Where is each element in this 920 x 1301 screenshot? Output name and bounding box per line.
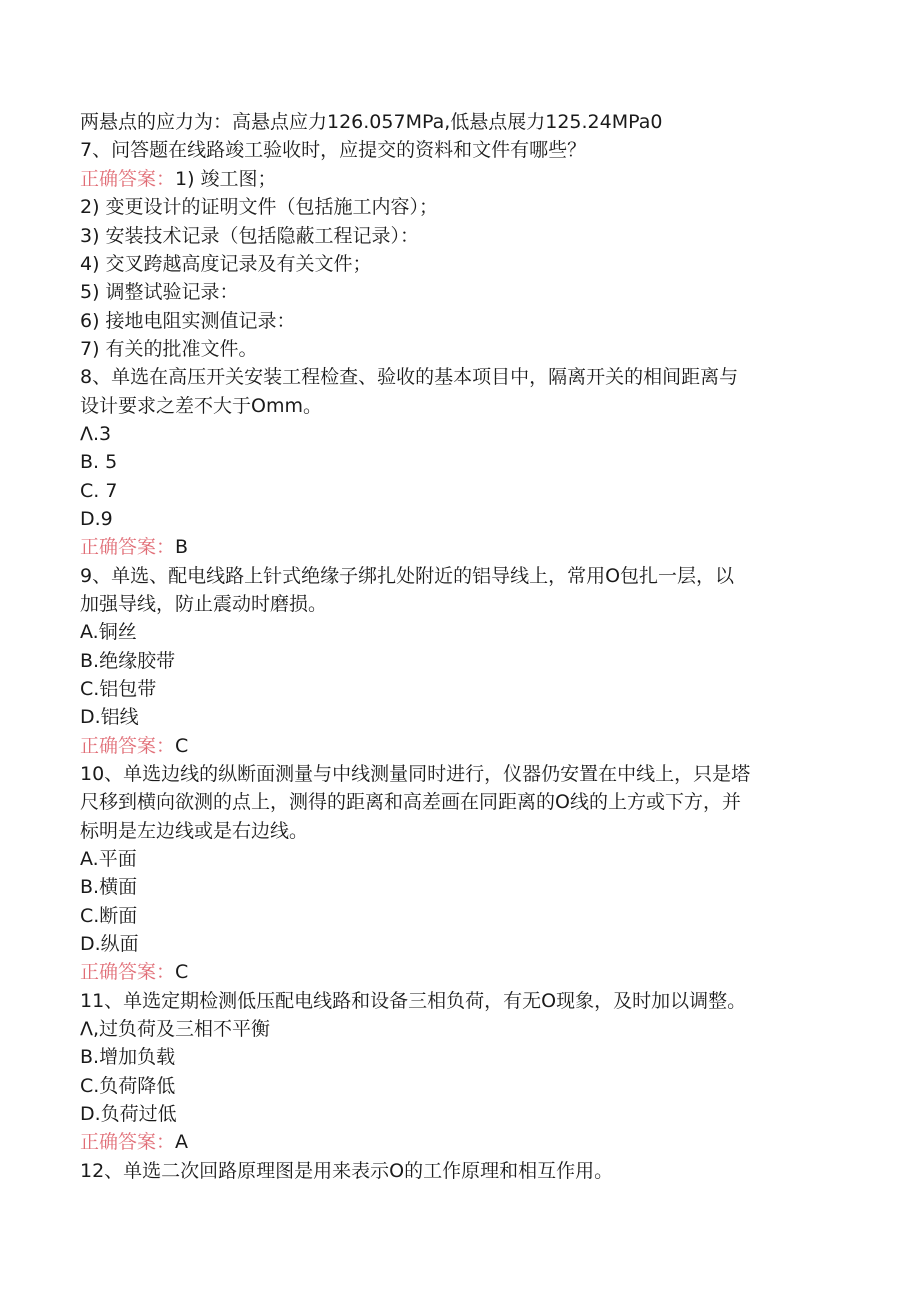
text-line: 2) 变更设计的证明文件（包括施工内容）；	[80, 196, 439, 218]
answer-line: 正确答案：B	[80, 536, 189, 558]
text-line: 标明是左边线或是右边线。	[80, 820, 309, 842]
option-a: Λ.3	[80, 423, 112, 445]
answer-label: 正确答案：	[80, 735, 176, 757]
option-d: D.负荷过低	[80, 1103, 177, 1125]
option-c: C.断面	[80, 905, 138, 927]
option-a: A.铜丝	[80, 621, 137, 643]
option-c: C.铝包带	[80, 678, 157, 700]
answer-line: 正确答案：C	[80, 735, 189, 757]
option-b: B.增加负载	[80, 1046, 176, 1068]
text-line: 7) 有关的批准文件。	[80, 338, 258, 360]
text-line: 加强导线，防止震动时磨损。	[80, 593, 328, 615]
option-d: D.9	[80, 508, 113, 530]
text-line: 5) 调整试验记录：	[80, 281, 239, 303]
text-line: 设计要求之差不大于Omm。	[80, 395, 322, 417]
answer-line: 正确答案：1) 竣工图；	[80, 168, 277, 190]
answer-label: 正确答案：	[80, 961, 176, 983]
question-10: 10、单选边线的纵断面测量与中线测量同时进行，仪器仍安置在中线上，只是塔	[80, 763, 751, 785]
text-line: 尺移到横向欲测的点上，测得的距离和高差画在同距离的O线的上方或下方，并	[80, 791, 741, 813]
option-b: B. 5	[80, 451, 118, 473]
answer-label: 正确答案：	[80, 168, 176, 190]
question-9: 9、单选、配电线路上针式绝缘子绑扎处附近的铝导线上，常用O包扎一层，以	[80, 565, 735, 587]
option-a: Λ,过负荷及三相不平衡	[80, 1018, 271, 1040]
text-line: 6) 接地电阻实测值记录：	[80, 310, 296, 332]
option-b: B.绝缘胶带	[80, 650, 176, 672]
option-c: C.负荷降低	[80, 1075, 176, 1097]
option-c: C. 7	[80, 480, 118, 502]
option-d: D.铝线	[80, 706, 139, 728]
option-d: D.纵面	[80, 933, 139, 955]
question-12: 12、单选二次回路原理图是用来表示O的工作原理和相互作用。	[80, 1160, 614, 1182]
text-line: 3) 安装技术记录（包括隐蔽工程记录）：	[80, 225, 420, 247]
answer-label: 正确答案：	[80, 536, 176, 558]
answer-line: 正确答案：C	[80, 961, 189, 983]
text-line: 4) 交叉跨越高度记录及有关文件；	[80, 253, 372, 275]
answer-label: 正确答案：	[80, 1131, 176, 1153]
question-8: 8、单选在高压开关安装工程检查、验收的基本项目中，隔离开关的相间距离与	[80, 366, 739, 388]
question-11: 11、单选定期检测低压配电线路和设备三相负荷，有无O现象，及时加以调整。	[80, 990, 747, 1012]
option-a: A.平面	[80, 848, 137, 870]
answer-line: 正确答案：A	[80, 1131, 189, 1153]
option-b: B.横面	[80, 876, 138, 898]
text-line: 两悬点的应力为：高悬点应力126.057MPa,低悬点展力125.24MPa0	[80, 111, 663, 133]
question-7: 7、问答题在线路竣工验收时，应提交的资料和文件有哪些？	[80, 139, 587, 161]
